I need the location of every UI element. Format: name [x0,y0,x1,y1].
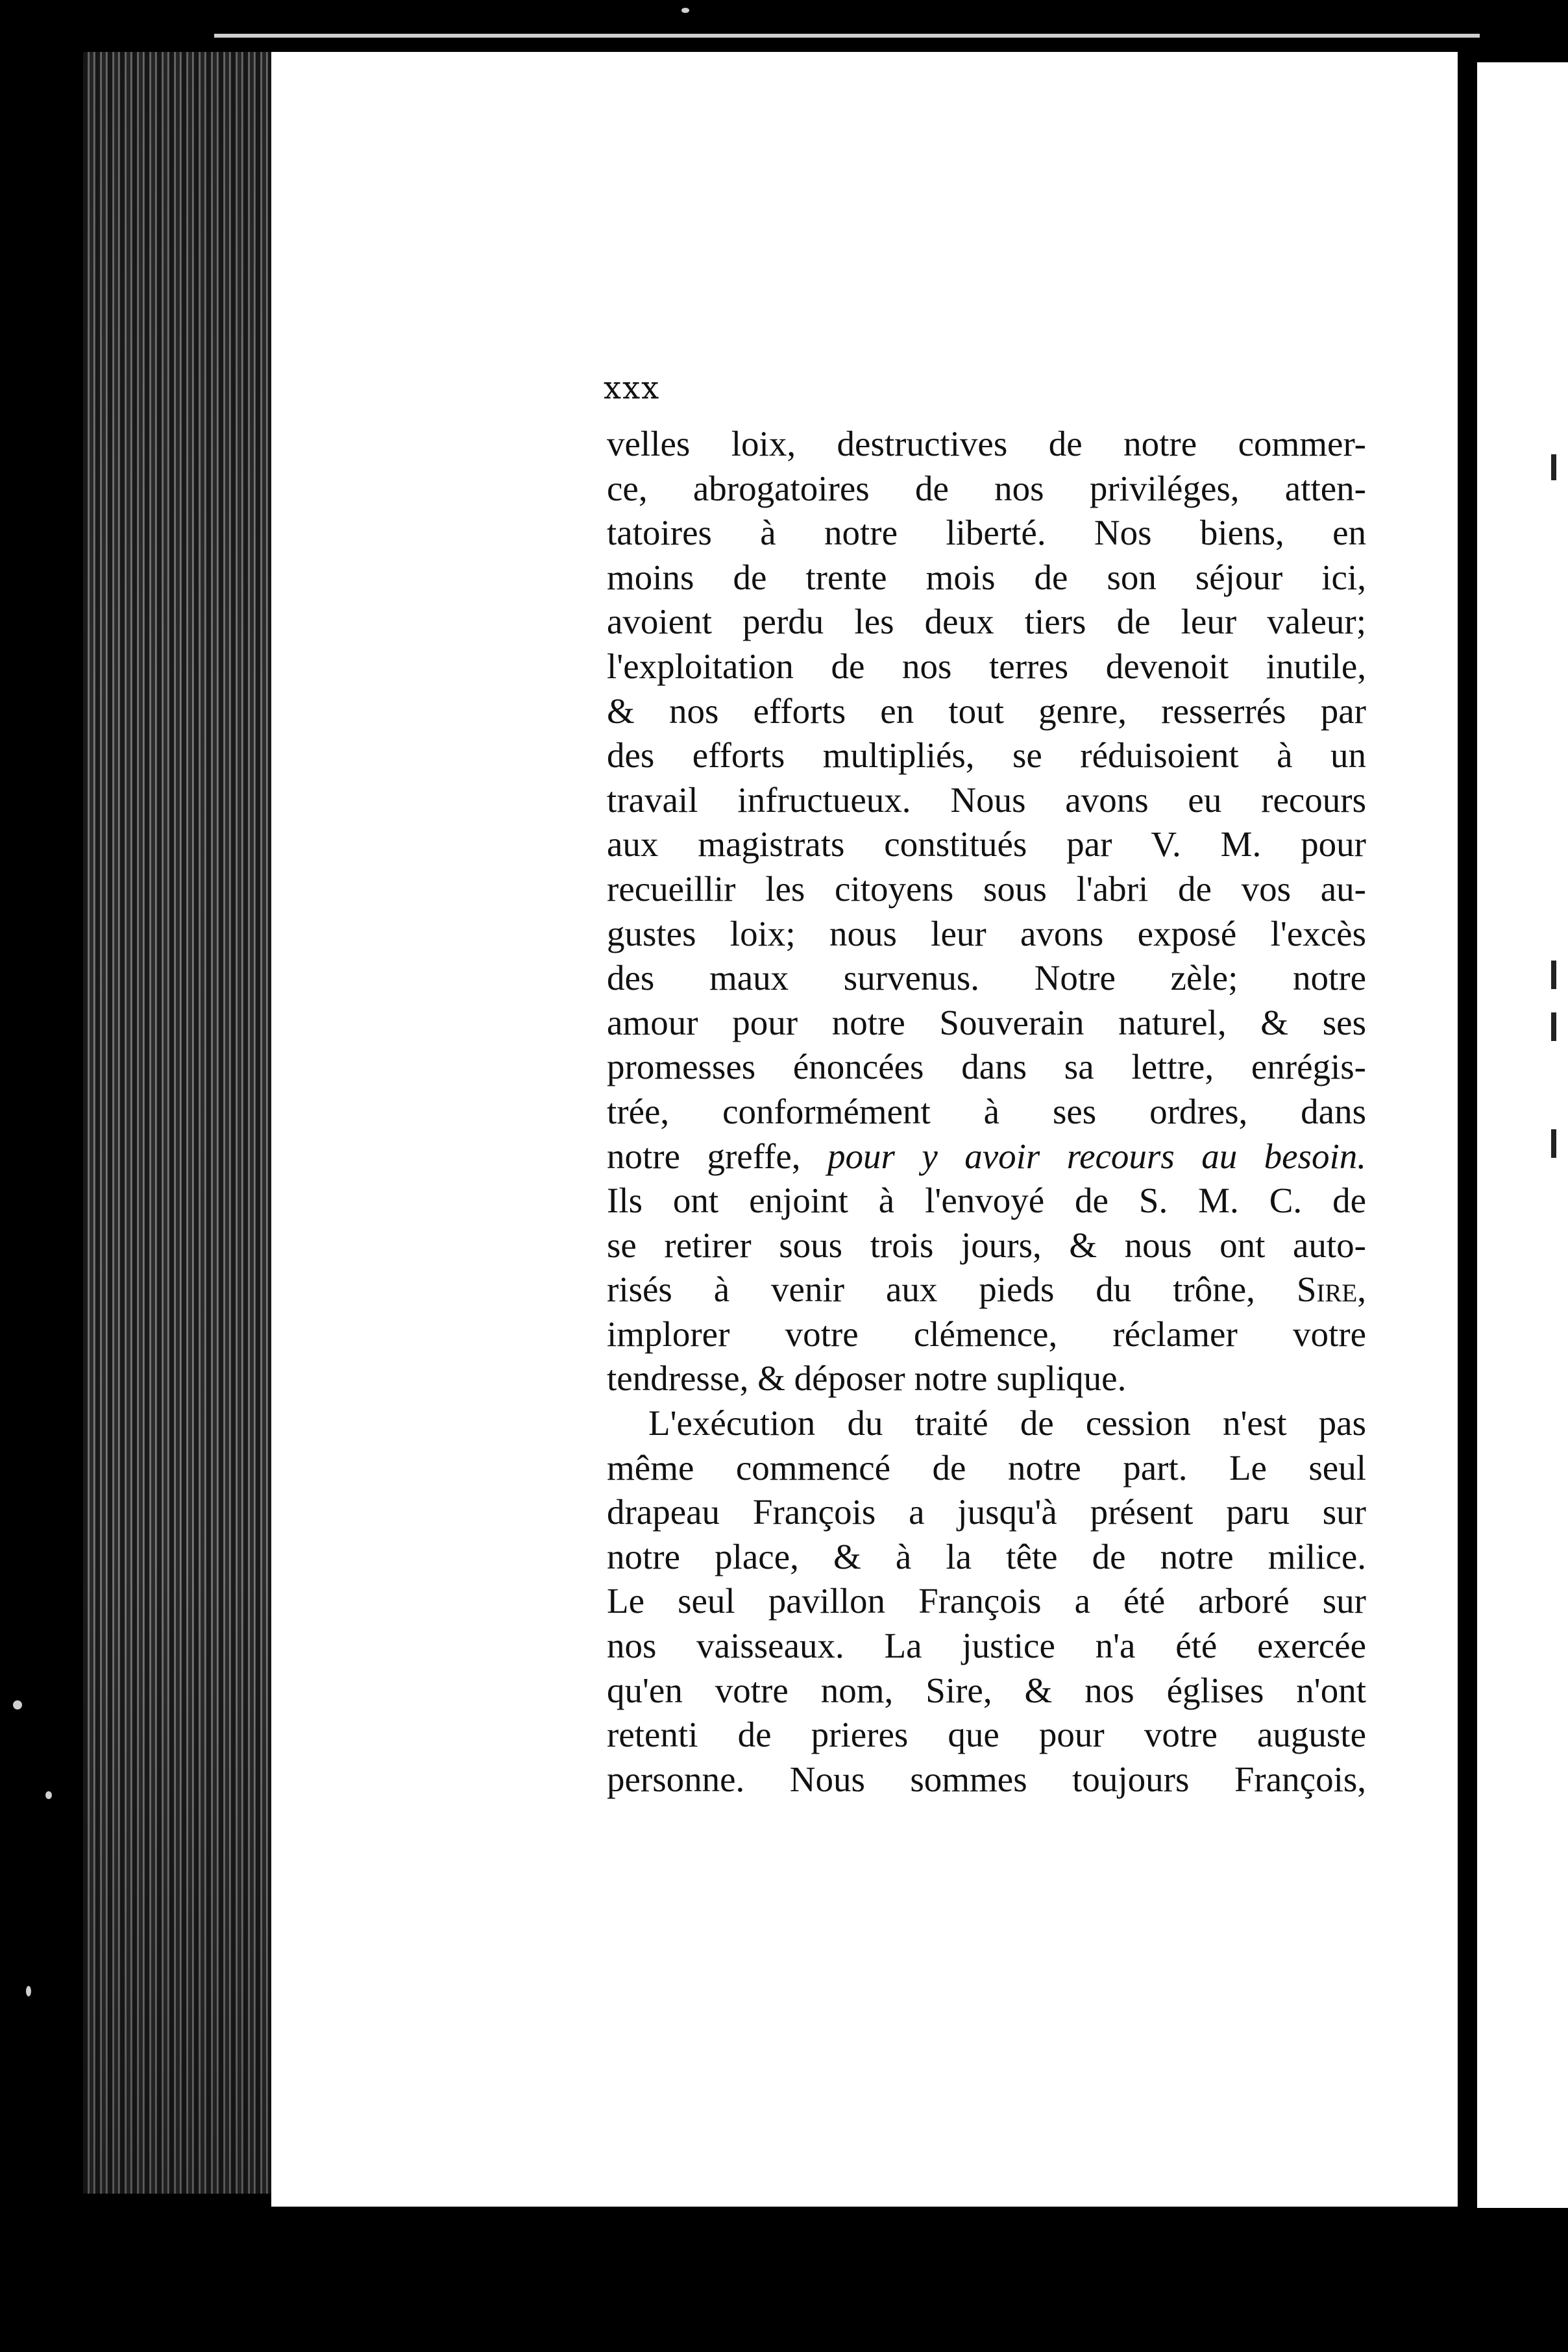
text-line: Ils ont enjoint à l'envoyé de S. M. C. de [607,1181,1366,1221]
book-fore-edge-shading [83,52,271,2194]
text-line: ce, abrogatoires de nos priviléges, atten- [607,468,1366,508]
scan-speck [45,1791,52,1799]
text-line: des efforts multipliés, se réduisoient à un [607,735,1366,776]
text-line-roman: risés à venir aux pieds du trône, [607,1269,1255,1310]
text-line: retenti de prieres que pour votre auguste [607,1715,1366,1755]
text-line-italic: pour y avoir recours au besoin. [827,1136,1366,1176]
sire-small-caps: Sire [1296,1269,1358,1310]
text-line: avoient perdu les deux tiers de leur valeur; [607,602,1366,642]
text-line: recueillir les citoyens sous l'abri de vos au- [607,868,1366,909]
scan-speck [681,8,689,13]
text-line-mixed [607,1134,1366,1179]
text-line: gustes loix; nous leur avons exposé l'excès [607,913,1366,953]
text-line: trée, conformément à ses ordres, dans [607,1091,1366,1131]
scan-speck [26,1986,31,1996]
text-line: l'exploitation de nos terres devenoit inutile, [607,646,1366,686]
text-line: & nos efforts en tout genre, resserrés par [607,691,1366,731]
page-top-edge [214,34,1480,38]
text-line: drapeau François a jusqu'à présent paru sur [607,1492,1366,1532]
text-comma: , [1357,1269,1366,1310]
text-line: qu'en votre nom, Sire, & nos églises n'ont [607,1670,1366,1710]
scan-speck [13,1700,22,1709]
text-line: des maux survenus. Notre zèle; notre [607,958,1366,998]
text-line: moins de trente mois de son séjour ici, [607,557,1366,597]
text-line: nos vaisseaux. La justice n'a été exercée [607,1626,1366,1666]
right-page-text-fragments [1551,454,1568,1233]
text-line: aux magistrats constitués par V. M. pour [607,824,1366,864]
text-line: personne. Nous sommes toujours François, [607,1759,1366,1799]
text-line: même commencé de notre part. Le seul [607,1447,1366,1488]
body-text [607,422,1366,1802]
text-line: velles loix, destructives de notre commer- [607,424,1366,463]
text-line: tendresse, & déposer notre suplique. [607,1358,1127,1399]
text-line: se retirer sous trois jours, & nous ont auto- [607,1225,1366,1265]
text-line-roman: notre greffe, [607,1136,801,1176]
text-line-mixed [607,1268,1366,1312]
book-gutter [1458,52,1477,2213]
page-number: xxx [604,370,661,406]
text-line: implorer votre clémence, réclamer votre [607,1314,1366,1354]
text-line: L'exécution du traité de cession n'est pas [648,1403,1366,1443]
text-line: amour pour notre Souverain naturel, & ses [607,1002,1366,1042]
text-line: notre place, & à la tête de notre milice. [607,1536,1366,1576]
text-line: tatoires à notre liberté. Nos biens, en [607,513,1366,553]
text-line: promesses énoncées dans sa lettre, enrégis- [607,1047,1366,1087]
text-line: travail infructueux. Nous avons eu recours [607,779,1366,820]
text-line: Le seul pavillon François a été arboré sur [607,1581,1366,1621]
